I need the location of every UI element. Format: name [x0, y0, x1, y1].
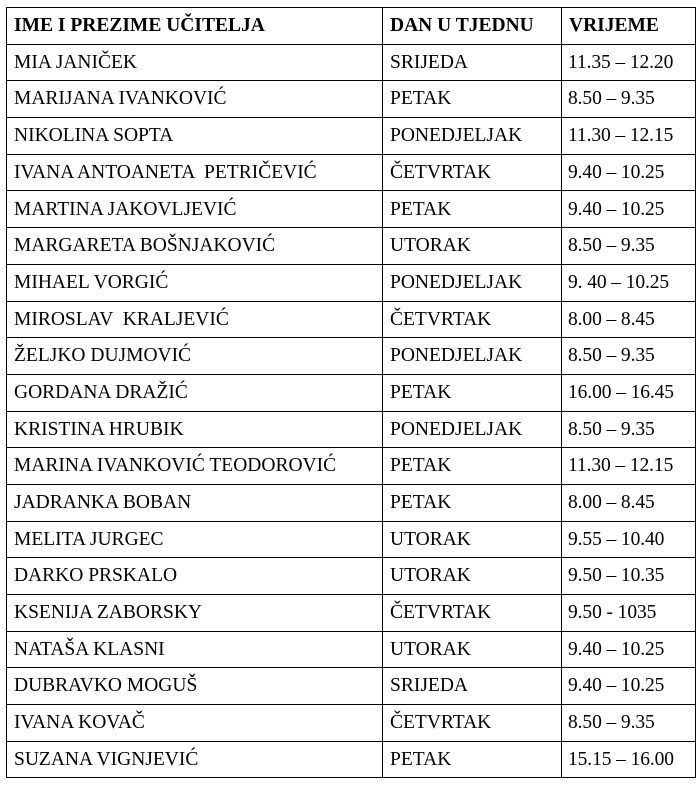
- teacher-consultation-table: [6, 7, 696, 778]
- time-cell: 9.40 – 10.25: [562, 668, 696, 705]
- table-row: [7, 705, 696, 742]
- header-day-of-week: DAN U TJEDNU: [383, 8, 562, 45]
- day-cell: UTORAK: [383, 558, 562, 595]
- time-cell: 9.40 – 10.25: [562, 191, 696, 228]
- time-cell: 9.50 - 1035: [562, 595, 696, 632]
- day-cell: PONEDJELJAK: [383, 338, 562, 375]
- time-cell: 8.00 – 8.45: [562, 301, 696, 338]
- table-row: [7, 44, 696, 81]
- day-cell: PETAK: [383, 448, 562, 485]
- teacher-name-cell: MIA JANIČEK: [7, 44, 383, 81]
- time-cell: 9.40 – 10.25: [562, 631, 696, 668]
- table-row: [7, 558, 696, 595]
- table-row: [7, 484, 696, 521]
- teacher-name-cell: KSENIJA ZABORSKY: [7, 595, 383, 632]
- day-cell: UTORAK: [383, 631, 562, 668]
- teacher-name-cell: DUBRAVKO MOGUŠ: [7, 668, 383, 705]
- table-row: [7, 81, 696, 118]
- teacher-name-cell: NATAŠA KLASNI: [7, 631, 383, 668]
- day-cell: ČETVRTAK: [383, 301, 562, 338]
- day-cell: PONEDJELJAK: [383, 264, 562, 301]
- day-cell: PONEDJELJAK: [383, 411, 562, 448]
- header-time: VRIJEME: [562, 8, 696, 45]
- header-teacher-name: IME I PREZIME UČITELJA: [7, 8, 383, 45]
- time-cell: 9.40 – 10.25: [562, 154, 696, 191]
- teacher-name-cell: ŽELJKO DUJMOVIĆ: [7, 338, 383, 375]
- time-cell: 9. 40 – 10.25: [562, 264, 696, 301]
- time-cell: 11.30 – 12.15: [562, 448, 696, 485]
- time-cell: 9.55 – 10.40: [562, 521, 696, 558]
- time-cell: 8.50 – 9.35: [562, 228, 696, 265]
- table-row: [7, 668, 696, 705]
- teacher-name-cell: MARTINA JAKOVLJEVIĆ: [7, 191, 383, 228]
- teacher-name-cell: MIHAEL VORGIĆ: [7, 264, 383, 301]
- table-row: [7, 595, 696, 632]
- teacher-name-cell: MARIJANA IVANKOVIĆ: [7, 81, 383, 118]
- teacher-name-cell: IVANA ANTOANETA PETRIČEVIĆ: [7, 154, 383, 191]
- day-cell: ČETVRTAK: [383, 595, 562, 632]
- teacher-name-cell: MARGARETA BOŠNJAKOVIĆ: [7, 228, 383, 265]
- day-cell: PONEDJELJAK: [383, 118, 562, 155]
- teacher-name-cell: SUZANA VIGNJEVIĆ: [7, 741, 383, 778]
- table-row: [7, 374, 696, 411]
- table-row: [7, 741, 696, 778]
- time-cell: 8.50 – 9.35: [562, 338, 696, 375]
- teacher-name-cell: JADRANKA BOBAN: [7, 484, 383, 521]
- teacher-name-cell: DARKO PRSKALO: [7, 558, 383, 595]
- day-cell: ČETVRTAK: [383, 154, 562, 191]
- teacher-name-cell: NIKOLINA SOPTA: [7, 118, 383, 155]
- teacher-name-cell: MIROSLAV KRALJEVIĆ: [7, 301, 383, 338]
- teacher-name-cell: KRISTINA HRUBIK: [7, 411, 383, 448]
- table-row: [7, 521, 696, 558]
- day-cell: PETAK: [383, 741, 562, 778]
- time-cell: 8.50 – 9.35: [562, 705, 696, 742]
- day-cell: SRIJEDA: [383, 668, 562, 705]
- time-cell: 11.35 – 12.20: [562, 44, 696, 81]
- time-cell: 16.00 – 16.45: [562, 374, 696, 411]
- table-row: [7, 154, 696, 191]
- table-row: [7, 228, 696, 265]
- time-cell: 8.50 – 9.35: [562, 411, 696, 448]
- table-row: [7, 338, 696, 375]
- day-cell: SRIJEDA: [383, 44, 562, 81]
- time-cell: 15.15 – 16.00: [562, 741, 696, 778]
- time-cell: 8.00 – 8.45: [562, 484, 696, 521]
- day-cell: ČETVRTAK: [383, 705, 562, 742]
- table-row: [7, 301, 696, 338]
- table-row: [7, 448, 696, 485]
- table-row: [7, 264, 696, 301]
- table-header-row: [7, 8, 696, 45]
- time-cell: 9.50 – 10.35: [562, 558, 696, 595]
- teacher-name-cell: IVANA KOVAČ: [7, 705, 383, 742]
- teacher-name-cell: MELITA JURGEC: [7, 521, 383, 558]
- teacher-name-cell: GORDANA DRAŽIĆ: [7, 374, 383, 411]
- table-row: [7, 631, 696, 668]
- table-row: [7, 191, 696, 228]
- time-cell: 8.50 – 9.35: [562, 81, 696, 118]
- teacher-name-cell: MARINA IVANKOVIĆ TEODOROVIĆ: [7, 448, 383, 485]
- day-cell: PETAK: [383, 81, 562, 118]
- day-cell: PETAK: [383, 484, 562, 521]
- table-row: [7, 411, 696, 448]
- day-cell: UTORAK: [383, 228, 562, 265]
- table-row: [7, 118, 696, 155]
- day-cell: UTORAK: [383, 521, 562, 558]
- time-cell: 11.30 – 12.15: [562, 118, 696, 155]
- day-cell: PETAK: [383, 191, 562, 228]
- day-cell: PETAK: [383, 374, 562, 411]
